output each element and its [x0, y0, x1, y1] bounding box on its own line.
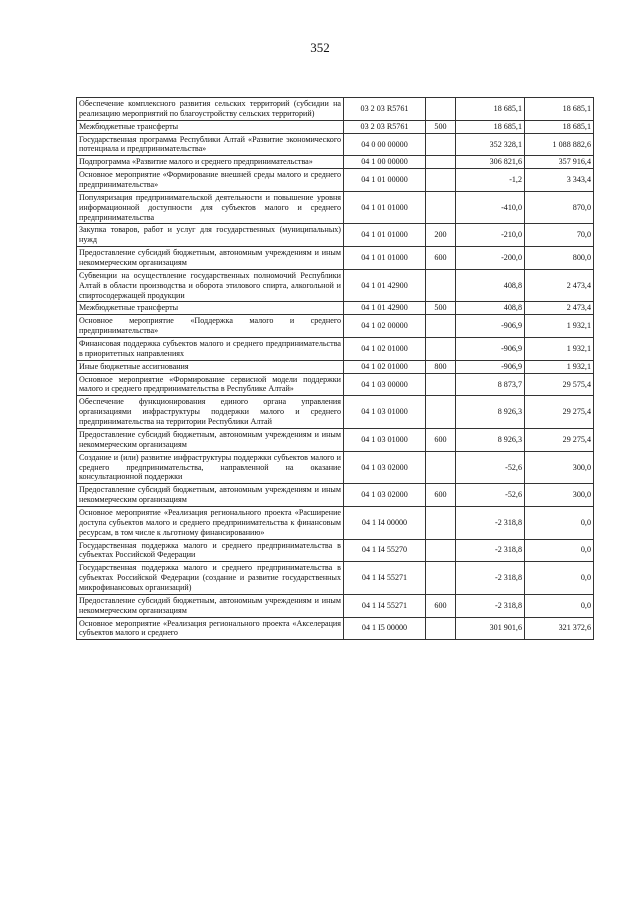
table-row — [77, 484, 594, 507]
table-row — [77, 315, 594, 338]
row-expense-type — [426, 315, 456, 338]
row-amount-2: 321 372,6 — [525, 617, 594, 640]
table-row — [77, 428, 594, 451]
row-amount-2: 29 275,4 — [525, 396, 594, 429]
row-amount-2: 800,0 — [525, 247, 594, 270]
table-row — [77, 133, 594, 156]
table-row — [77, 191, 594, 224]
row-amount-2: 2 473,4 — [525, 269, 594, 302]
row-expense-type — [426, 98, 456, 121]
row-code: 04 1 I4 55271 — [344, 562, 426, 595]
row-expense-type: 600 — [426, 428, 456, 451]
table-row — [77, 373, 594, 396]
row-amount-1: -2 318,8 — [456, 506, 525, 539]
row-code: 04 1 01 01000 — [344, 224, 426, 247]
row-amount-2: 0,0 — [525, 539, 594, 562]
row-code: 04 1 03 00000 — [344, 373, 426, 396]
row-code: 04 1 03 01000 — [344, 396, 426, 429]
row-expense-type — [426, 396, 456, 429]
row-amount-1: 18 685,1 — [456, 98, 525, 121]
row-amount-1: -1,2 — [456, 169, 525, 192]
budget-table-body — [77, 98, 594, 640]
row-amount-1: -2 318,8 — [456, 594, 525, 617]
row-amount-1: 408,8 — [456, 302, 525, 315]
row-amount-1: 301 901,6 — [456, 617, 525, 640]
table-row — [77, 224, 594, 247]
row-amount-2: 29 275,4 — [525, 428, 594, 451]
table-row — [77, 98, 594, 121]
row-amount-2: 70,0 — [525, 224, 594, 247]
row-name: Межбюджетные трансферты — [77, 120, 344, 133]
table-row — [77, 451, 594, 484]
row-amount-1: -2 318,8 — [456, 539, 525, 562]
row-amount-2: 1 088 882,6 — [525, 133, 594, 156]
row-expense-type — [426, 373, 456, 396]
row-amount-2: 29 575,4 — [525, 373, 594, 396]
row-expense-type: 200 — [426, 224, 456, 247]
row-code: 04 1 02 00000 — [344, 315, 426, 338]
row-amount-1: 8 926,3 — [456, 396, 525, 429]
row-expense-type — [426, 539, 456, 562]
row-name: Иные бюджетные ассигнования — [77, 360, 344, 373]
row-expense-type — [426, 191, 456, 224]
budget-table — [76, 97, 594, 640]
row-code: 04 1 I4 00000 — [344, 506, 426, 539]
row-amount-1: -906,9 — [456, 360, 525, 373]
row-code: 04 1 02 01000 — [344, 338, 426, 361]
row-amount-1: -906,9 — [456, 315, 525, 338]
row-code: 03 2 03 R5761 — [344, 98, 426, 121]
row-code: 04 1 03 02000 — [344, 484, 426, 507]
row-amount-1: -210,0 — [456, 224, 525, 247]
row-expense-type: 800 — [426, 360, 456, 373]
row-name: Основное мероприятие «Реализация регионального проекта «Расширение доступа субъектов малого и среднего предпринимательства к финансовым ресурсам, в том числе к льготному финансированию» — [77, 506, 344, 539]
row-name: Государственная поддержка малого и среднего предпринимательства в субъектах Российской Федерации — [77, 539, 344, 562]
row-name: Основное мероприятие «Формирование сервисной модели поддержки малого и среднего предпринимательства в Республике Алтай» — [77, 373, 344, 396]
table-row — [77, 120, 594, 133]
row-expense-type: 600 — [426, 247, 456, 270]
row-expense-type — [426, 133, 456, 156]
row-code: 04 1 I4 55271 — [344, 594, 426, 617]
row-amount-2: 300,0 — [525, 484, 594, 507]
row-name: Межбюджетные трансферты — [77, 302, 344, 315]
row-name: Популяризация предпринимательской деятельности и повышение уровня информационной доступности для субъектов малого и среднего предпринимательства — [77, 191, 344, 224]
row-expense-type — [426, 338, 456, 361]
row-code: 04 1 01 01000 — [344, 247, 426, 270]
row-expense-type — [426, 506, 456, 539]
row-code: 04 1 02 01000 — [344, 360, 426, 373]
table-row — [77, 338, 594, 361]
row-amount-1: 352 328,1 — [456, 133, 525, 156]
table-row — [77, 156, 594, 169]
row-code: 04 1 03 02000 — [344, 451, 426, 484]
row-amount-2: 18 685,1 — [525, 98, 594, 121]
table-row — [77, 360, 594, 373]
row-name: Закупка товаров, работ и услуг для государственных (муниципальных) нужд — [77, 224, 344, 247]
row-name: Обеспечение функционирования единого органа управления организациями инфраструктуры поддержки малого и среднего предпринимательства на территории Республики Алтай — [77, 396, 344, 429]
table-row — [77, 396, 594, 429]
row-amount-1: 18 685,1 — [456, 120, 525, 133]
row-amount-2: 1 932,1 — [525, 338, 594, 361]
row-code: 04 1 I5 00000 — [344, 617, 426, 640]
row-expense-type — [426, 451, 456, 484]
page-number: 352 — [310, 40, 330, 55]
row-code: 04 1 01 00000 — [344, 169, 426, 192]
row-amount-2: 0,0 — [525, 594, 594, 617]
row-amount-1: -906,9 — [456, 338, 525, 361]
row-name: Предоставление субсидий бюджетным, автономным учреждениям и иным некоммерческим организациям — [77, 428, 344, 451]
row-name: Государственная поддержка малого и среднего предпринимательства в субъектах Российской Федерации (создание и развитие государственных микрофинансовых организаций) — [77, 562, 344, 595]
row-amount-1: -410,0 — [456, 191, 525, 224]
row-amount-1: -2 318,8 — [456, 562, 525, 595]
row-name: Подпрограмма «Развитие малого и среднего предпринимательства» — [77, 156, 344, 169]
row-code: 04 1 01 42900 — [344, 302, 426, 315]
row-expense-type: 600 — [426, 484, 456, 507]
row-amount-2: 357 916,4 — [525, 156, 594, 169]
row-expense-type: 600 — [426, 594, 456, 617]
row-amount-1: 8 873,7 — [456, 373, 525, 396]
row-amount-2: 0,0 — [525, 506, 594, 539]
row-amount-1: -200,0 — [456, 247, 525, 270]
row-expense-type — [426, 617, 456, 640]
row-name: Создание и (или) развитие инфраструктуры поддержки субъектов малого и среднего предпринимательства, направленной на оказание консультационной поддержки — [77, 451, 344, 484]
table-row — [77, 269, 594, 302]
row-amount-1: 408,8 — [456, 269, 525, 302]
row-amount-1: 8 926,3 — [456, 428, 525, 451]
table-row — [77, 506, 594, 539]
row-expense-type: 500 — [426, 302, 456, 315]
row-amount-2: 3 343,4 — [525, 169, 594, 192]
table-row — [77, 247, 594, 270]
row-code: 04 1 01 01000 — [344, 191, 426, 224]
row-code: 03 2 03 R5761 — [344, 120, 426, 133]
row-name: Предоставление субсидий бюджетным, автономным учреждениям и иным некоммерческим организациям — [77, 594, 344, 617]
row-name: Основное мероприятие «Поддержка малого и среднего предпринимательства» — [77, 315, 344, 338]
row-name: Предоставление субсидий бюджетным, автономным учреждениям и иным некоммерческим организациям — [77, 484, 344, 507]
row-amount-2: 870,0 — [525, 191, 594, 224]
row-expense-type: 500 — [426, 120, 456, 133]
row-code: 04 1 I4 55270 — [344, 539, 426, 562]
table-row — [77, 617, 594, 640]
row-amount-1: -52,6 — [456, 484, 525, 507]
row-name: Субвенции на осуществление государственных полномочий Республики Алтай в области производства и оборота этилового спирта, алкогольной и спиртосодержащей продукции — [77, 269, 344, 302]
row-expense-type — [426, 562, 456, 595]
row-amount-1: 306 821,6 — [456, 156, 525, 169]
row-amount-2: 1 932,1 — [525, 360, 594, 373]
row-code: 04 1 01 42900 — [344, 269, 426, 302]
table-row — [77, 169, 594, 192]
row-name: Основное мероприятие «Формирование внешней среды малого и среднего предпринимательства» — [77, 169, 344, 192]
row-name: Обеспечение комплексного развития сельских территорий (субсидии на реализацию мероприятий по благоустройству сельских территорий) — [77, 98, 344, 121]
row-expense-type — [426, 156, 456, 169]
table-row — [77, 302, 594, 315]
row-name: Финансовая поддержка субъектов малого и среднего предпринимательства в приоритетных направлениях — [77, 338, 344, 361]
table-row — [77, 539, 594, 562]
row-amount-1: -52,6 — [456, 451, 525, 484]
row-name: Предоставление субсидий бюджетным, автономным учреждениям и иным некоммерческим организациям — [77, 247, 344, 270]
row-expense-type — [426, 269, 456, 302]
row-name: Государственная программа Республики Алтай «Развитие экономического потенциала и предпринимательства» — [77, 133, 344, 156]
row-expense-type — [426, 169, 456, 192]
row-amount-2: 1 932,1 — [525, 315, 594, 338]
row-amount-2: 18 685,1 — [525, 120, 594, 133]
table-row — [77, 562, 594, 595]
row-code: 04 0 00 00000 — [344, 133, 426, 156]
table-row — [77, 594, 594, 617]
row-code: 04 1 00 00000 — [344, 156, 426, 169]
row-amount-2: 300,0 — [525, 451, 594, 484]
row-code: 04 1 03 01000 — [344, 428, 426, 451]
row-amount-2: 2 473,4 — [525, 302, 594, 315]
row-amount-2: 0,0 — [525, 562, 594, 595]
row-name: Основное мероприятие «Реализация регионального проекта «Акселерация субъектов малого и среднего — [77, 617, 344, 640]
